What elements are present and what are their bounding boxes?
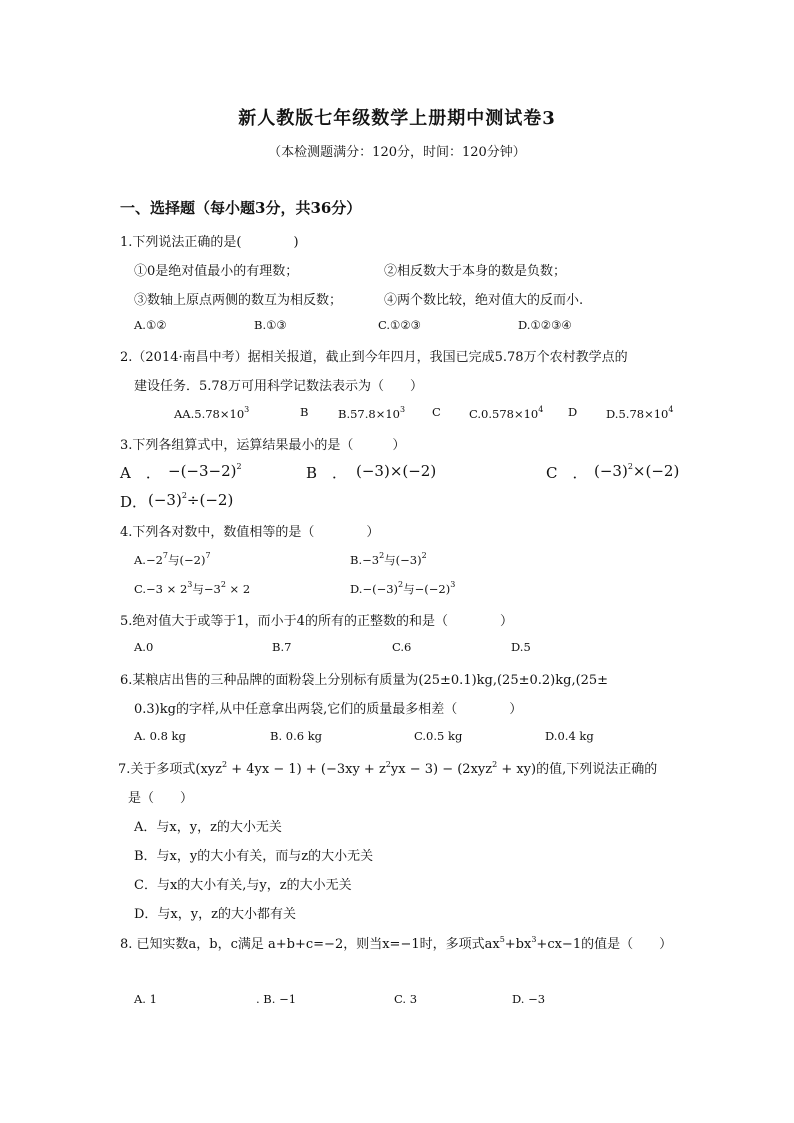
q2-option-a: $AA.5.78\times 10^3$ [174, 405, 250, 421]
q4-option-c: $C.-3 \times 2^3$与$-3^2 \times 2$ [134, 580, 251, 596]
q5-option-b: B.7 [272, 640, 292, 654]
q2-label-b: B [300, 405, 309, 419]
q1-stem: 1.下列说法正确的是( ) [120, 235, 299, 250]
q7-option-b: B．与x，y的大小有关，而与z的大小无关 [134, 849, 374, 864]
q3-option-c: $(-3)^2\times(-2)$ [594, 462, 680, 480]
q6-stem-line-2: 0.3)kg的字样,从中任意拿出两袋,它们的质量最多相差（ ） [134, 702, 523, 717]
q6-stem-line-1: 6.某粮店出售的三种品牌的面粉袋上分别标有质量为(25±0.1)kg,(25±0.2)kg,(25± [120, 673, 609, 688]
q7-stem-line-1: 7.关于多项式$(xyz^2 + 4yx - 1) + (-3xy + z^2yx - 3) - (2xyz^2 + xy)$的值,下列说法正确的 [118, 760, 658, 777]
q5-stem: 5.绝对值大于或等于1，而小于4的所有的正整数的和是（ ） [120, 614, 513, 629]
q2-option-b: $B.57.8\times 10^3$ [338, 405, 406, 421]
q6-option-d: D.0.4 kg [545, 729, 594, 743]
q5-option-d: D.5 [511, 640, 531, 654]
q7-option-a: A．与x，y，z的大小无关 [134, 820, 282, 835]
q2-stem-line-2: 建设任务．5.78万可用科学记数法表示为（ ） [134, 379, 423, 394]
q4-option-b: $B.-3^2$与$(-3)^2$ [350, 551, 427, 567]
q4-option-d: $D.-(-3)^2$与$-(-2)^3$ [350, 580, 456, 596]
q3-option-a: $-(-3-2)^2$ [168, 462, 242, 480]
q2-option-d: $D.5.78\times 10^4$ [606, 405, 674, 421]
q3-option-b-label: B ． [306, 464, 348, 482]
page-subtitle: （本检测题满分：120分，时间：120分钟） [268, 145, 526, 160]
q1-option-c: C.①②③ [378, 318, 421, 332]
q8-option-c: C. 3 [394, 992, 418, 1006]
q5-option-c: C.6 [392, 640, 412, 654]
q7-option-c: C．与x的大小有关,与y，z的大小无关 [134, 878, 352, 893]
q3-option-d-label: D． [120, 493, 148, 511]
q8-option-d: D. −3 [512, 992, 546, 1006]
q7-stem-line-2: 是（ ） [128, 791, 194, 806]
q3-option-c-label: C ． [546, 464, 588, 482]
q1-option-b: B.①③ [254, 318, 287, 332]
q3-option-b: (−3)×(−2) [356, 462, 437, 480]
q6-option-b: B. 0.6 kg [270, 729, 323, 743]
q1-statement-1: ①0是绝对值最小的有理数； [134, 264, 299, 279]
section-heading: 一、选择题（每小题3分，共36分） [120, 199, 362, 217]
q6-option-a: A. 0.8 kg [134, 729, 186, 743]
q1-statement-2: ②相反数大于本身的数是负数； [384, 264, 567, 279]
q2-label-c: C [432, 405, 441, 419]
q3-option-a-label: A ． [120, 464, 161, 482]
q1-option-a: A.①② [134, 318, 167, 332]
q6-option-c: C.0.5 kg [414, 729, 463, 743]
q4-option-a: $A.-2^7$与$(-2)^7$ [134, 551, 211, 567]
q2-stem-line-1: 2.（2014·南昌中考）据相关报道，截止到今年四月，我国已完成5.78万个农村教学点的 [120, 350, 628, 365]
q3-option-d: $(-3)^2\div(-2)$ [148, 491, 234, 509]
q8-option-a: A. 1 [134, 992, 157, 1006]
q2-label-d: D [568, 405, 578, 419]
q4-stem: 4.下列各对数中，数值相等的是（ ） [120, 525, 380, 540]
q1-statement-4: ④两个数比较，绝对值大的反而小. [384, 293, 584, 308]
q1-statement-3: ③数轴上原点两侧的数互为相反数； [134, 293, 343, 308]
page-title: 新人教版七年级数学上册期中测试卷3 [238, 108, 556, 129]
q8-option-b: . B. −1 [256, 992, 297, 1006]
q2-option-c: $C.0.578\times 10^4$ [469, 405, 544, 421]
q5-option-a: A.0 [134, 640, 154, 654]
q1-option-d: D.①②③④ [518, 318, 572, 332]
q3-stem: 3.下列各组算式中，运算结果最小的是（ ） [120, 438, 406, 453]
q8-stem: 8. 已知实数a，b，c满足 a+b+c=−2，则当x=−1时，多项式$ax^5+bx^3+cx-1$的值是（ ） [120, 935, 673, 952]
q7-option-d: D．与x，y，z的大小都有关 [134, 907, 296, 922]
